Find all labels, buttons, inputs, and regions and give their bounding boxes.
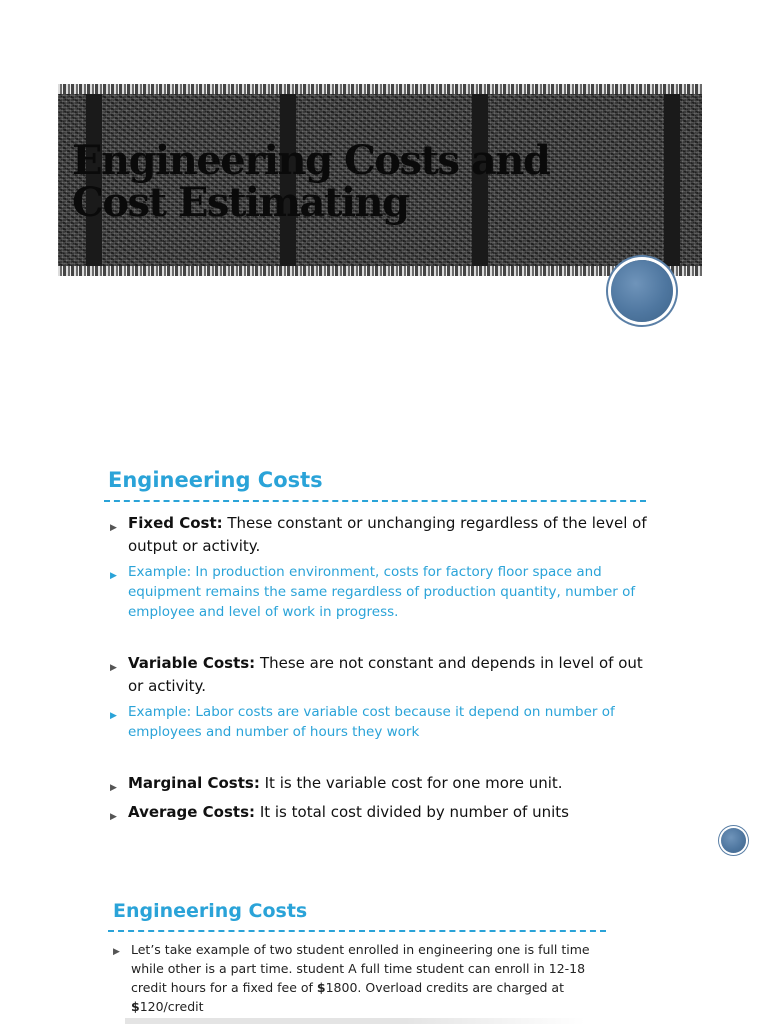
banner-bar [664,94,680,266]
cost-definitions-list [110,512,650,824]
slide-heading: Engineering Costs [108,468,323,492]
triangle-right-icon: ▶ [110,523,117,533]
triangle-right-icon: ▶ [110,812,117,822]
example-text-end: 120/credit [139,999,204,1014]
definition: It is the variable cost for one more unit. [264,774,563,792]
definition: It is total cost divided by number of units [259,803,569,821]
term: Fixed Cost: [128,514,223,532]
example-item [110,702,650,742]
triangle-right-icon: ▶ [110,663,117,673]
example-text: Example: Labor costs are variable cost because it depend on number of employees and number of hours they work [128,704,615,740]
heading-divider [108,930,606,932]
list-item [110,652,650,698]
list-item [110,801,650,824]
banner-texture-bottom [58,266,702,276]
term: Variable Costs: [128,654,256,672]
triangle-right-icon: ▶ [110,711,117,721]
example-text-mid: 1800. Overload credits are charged at [325,980,564,995]
slide-heading: Engineering Costs [113,900,308,922]
list-item [110,772,650,795]
currency-symbol: $ [131,999,140,1014]
triangle-right-icon: ▶ [113,947,120,957]
decorative-circle-icon [721,828,746,853]
example-list [113,940,613,1016]
list-item [113,940,613,1016]
example-text-start: Let’s take example of two student enrolled in engineering one is full time while other is a part time. student A full time student can enroll in 12-18 credit hours for a fixed fee of [131,942,590,995]
slide-title: Engineering Costs and Cost Estimating [72,137,550,226]
heading-divider [104,500,646,502]
example-item [110,562,650,622]
definition: These are not constant and depends in level of out or activity. [128,654,643,695]
example-text: Example: In production environment, costs for factory floor space and equipment remains the same regardless of production quantity, number of employee and level of work in progress. [128,564,636,620]
term: Marginal Costs: [128,774,260,792]
banner-texture-top [58,84,702,94]
cut-off-text-line [125,1018,585,1024]
term: Average Costs: [128,803,256,821]
definition: These constant or unchanging regardless of the level of output or activity. [128,514,647,555]
decorative-circle-icon [611,260,673,322]
triangle-right-icon: ▶ [110,783,117,793]
currency-symbol: $ [316,980,326,995]
list-item [110,512,650,558]
triangle-right-icon: ▶ [110,571,117,581]
